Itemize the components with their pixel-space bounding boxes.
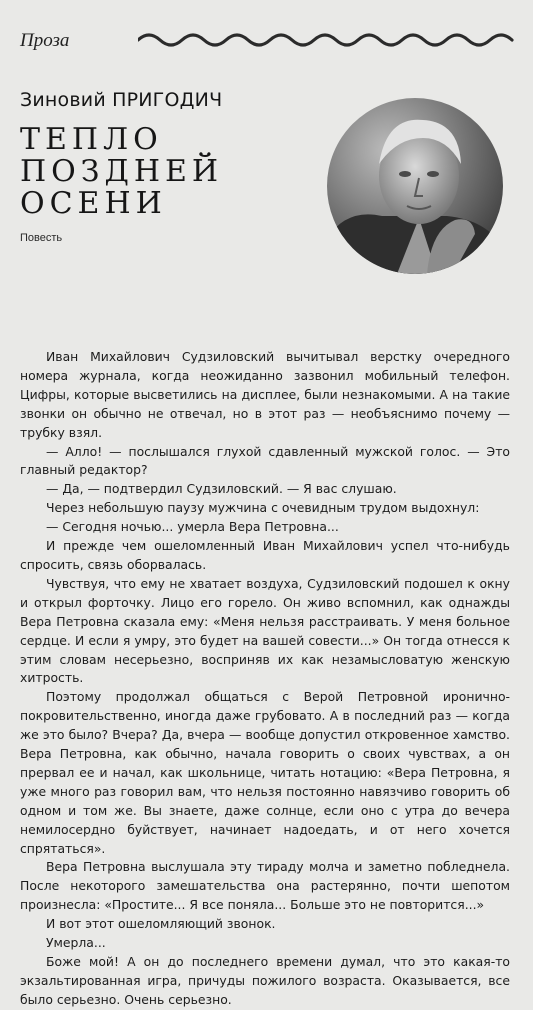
paragraph: Иван Михайлович Судзиловский вычитывал верстку очередного номера журнала, когда неожиданно зазвонил мобильный телефон. Цифры, которые высветились на дисплее, были незнакомыми. А на такие звонки он обычно не отвечал, но в этот раз — необъяснимо почему — трубку взял. <box>20 349 510 440</box>
author-name: Зиновий ПРИГОДИЧ <box>20 89 223 111</box>
paragraph: Умерла... <box>46 935 106 951</box>
paragraph: — Сегодня ночью... умерла Вера Петровна... <box>46 519 339 535</box>
title-line-3: ОСЕНИ <box>20 186 167 221</box>
genre-label: Повесть <box>20 232 63 244</box>
paragraph: — Да, — подтвердил Судзиловский. — Я вас слушаю. <box>46 481 397 497</box>
wave-ornament-icon <box>138 30 516 50</box>
title-line-1: ТЕПЛО <box>20 122 163 157</box>
paragraph: И прежде чем ошеломленный Иван Михайлович успел что-нибудь спросить, связь оборвалась. <box>20 538 510 572</box>
paragraph: Боже мой! А он до последнего времени думал, что это какая-то экзальтированная игра, причуды пожилого возраста. Оказывается, все было серьезно. Очень серьезно. <box>20 954 510 1007</box>
paragraph: — Алло! — послышался глухой сдавленный мужской голос. — Это главный редактор? <box>20 443 510 478</box>
story-title <box>20 124 223 220</box>
paragraph: Вера Петровна выслушала эту тираду молча и заметно побледнела. После некоторого замешательства она растерянно, почти шепотом произнесла: «Простите... Я все поняла... Больше это не повторится...» <box>20 859 510 913</box>
story-body <box>20 348 510 1010</box>
paragraph: И вот этот ошеломляющий звонок. <box>46 916 276 932</box>
paragraph: Чувствуя, что ему не хватает воздуха, Судзиловский подошел к окну и открыл форточку. Лицо его горело. Он живо вспомнил, как однажды Вера Петровна сказала ему: «Меня нельзя расстраивать. У меня больное сердце. И если я умру, это будет на вашей совести...» Он тогда отнесся к этим словам несерьезно, восприняв их как незамысловатую женскую хитрость. <box>20 575 510 686</box>
paragraph: Поэтому продолжал общаться с Верой Петровной иронично-покровительственно, иногда даже грубовато. А в последний раз — когда же это было? Вчера? Да, вчера — вообще допустил откровенное хамство. Вера Петровна, как обычно, начала говорить о своих чувствах, а он прервал ее и начал, как школьнице, читать нотацию: «Вера Петровна, я уже много раз говорил вам, что нельзя постоянно навязчиво говорить об одном и том же. Вы знаете, даже солнце, если оно с утра до вечера немилосердно буйствует, начинает надоедать, и от него хочется спрятаться». <box>20 689 510 856</box>
section-label: Проза <box>20 30 70 51</box>
title-line-2: ПОЗДНЕЙ <box>20 154 224 189</box>
author-portrait-icon <box>327 98 503 274</box>
paragraph: Через небольшую паузу мужчина с очевидным трудом выдохнул: <box>46 500 480 516</box>
